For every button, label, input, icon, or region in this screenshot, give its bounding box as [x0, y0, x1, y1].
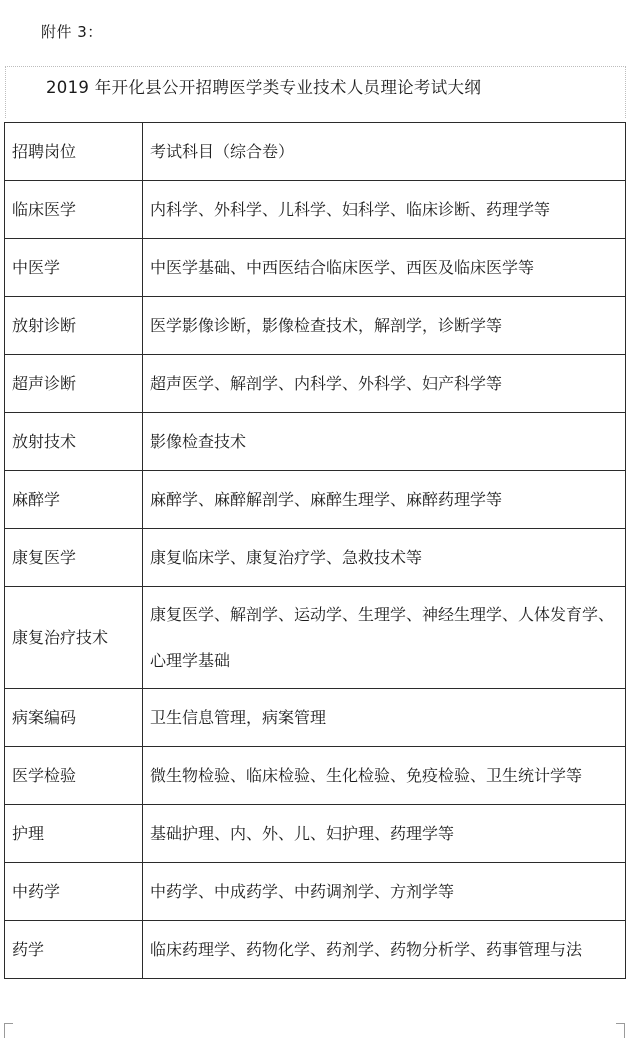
row-subjects: 内科学、外科学、儿科学、妇科学、临床诊断、药理学等	[143, 181, 626, 239]
row-post: 中药学	[5, 863, 143, 921]
row-subjects: 医学影像诊断，影像检查技术，解剖学，诊断学等	[143, 297, 626, 355]
table-row	[5, 529, 626, 587]
table-row	[5, 587, 626, 689]
row-post: 麻醉学	[5, 471, 143, 529]
table-row	[5, 413, 626, 471]
header-subjects: 考试科目（综合卷）	[143, 123, 626, 181]
table-header-row	[5, 123, 626, 181]
page-corner-mark-left	[4, 1023, 13, 1038]
row-subjects: 超声医学、解剖学、内科学、外科学、妇产科学等	[143, 355, 626, 413]
exam-outline-table	[4, 122, 626, 979]
row-post: 中医学	[5, 239, 143, 297]
header-post: 招聘岗位	[5, 123, 143, 181]
row-post: 康复治疗技术	[5, 587, 143, 689]
table-row	[5, 355, 626, 413]
attachment-label: 附件 3：	[41, 23, 103, 41]
row-subjects: 卫生信息管理，病案管理	[143, 689, 626, 747]
row-post: 超声诊断	[5, 355, 143, 413]
row-subjects: 基础护理、内、外、儿、妇护理、药理学等	[143, 805, 626, 863]
row-subjects: 临床药理学、药物化学、药剂学、药物分析学、药事管理与法	[143, 921, 626, 979]
table-row	[5, 805, 626, 863]
row-post: 放射技术	[5, 413, 143, 471]
row-subjects: 康复医学、解剖学、运动学、生理学、神经生理学、人体发育学、心理学基础	[143, 587, 626, 689]
row-subjects: 麻醉学、麻醉解剖学、麻醉生理学、麻醉药理学等	[143, 471, 626, 529]
table-row	[5, 921, 626, 979]
row-post: 病案编码	[5, 689, 143, 747]
document-title: 2019 年开化县公开招聘医学类专业技术人员理论考试大纲	[46, 78, 482, 97]
row-post: 放射诊断	[5, 297, 143, 355]
row-post: 医学检验	[5, 747, 143, 805]
row-subjects: 中医学基础、中西医结合临床医学、西医及临床医学等	[143, 239, 626, 297]
row-post: 临床医学	[5, 181, 143, 239]
table-row	[5, 689, 626, 747]
table-row	[5, 863, 626, 921]
table-row	[5, 471, 626, 529]
row-post: 护理	[5, 805, 143, 863]
table-row	[5, 239, 626, 297]
row-post: 康复医学	[5, 529, 143, 587]
page-corner-mark-right	[616, 1023, 625, 1038]
row-subjects: 微生物检验、临床检验、生化检验、免疫检验、卫生统计学等	[143, 747, 626, 805]
row-subjects: 康复临床学、康复治疗学、急救技术等	[143, 529, 626, 587]
table-row	[5, 747, 626, 805]
row-post: 药学	[5, 921, 143, 979]
table-row	[5, 297, 626, 355]
table-row	[5, 181, 626, 239]
row-subjects: 影像检查技术	[143, 413, 626, 471]
row-subjects: 中药学、中成药学、中药调剂学、方剂学等	[143, 863, 626, 921]
